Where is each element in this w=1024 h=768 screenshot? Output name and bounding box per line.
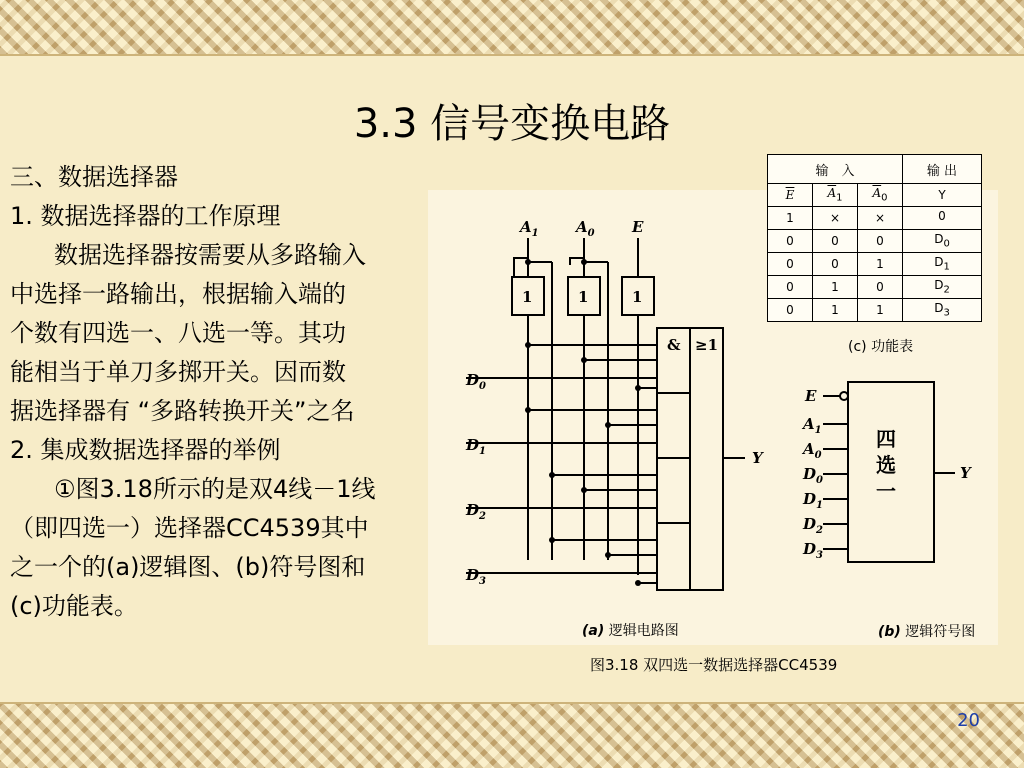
- para2-line: 之一个的(a)逻辑图、(b)符号图和: [10, 553, 366, 581]
- cell: 1: [768, 207, 813, 230]
- cell: 1: [858, 253, 903, 276]
- cell: 1: [813, 299, 858, 322]
- cell: 0: [813, 230, 858, 253]
- cell: ×: [813, 207, 858, 230]
- cell: $D_0$: [903, 230, 982, 253]
- cell: ×: [858, 207, 903, 230]
- caption-logic-diagram: (a) 逻辑电路图: [582, 623, 679, 639]
- label-d2: $D_2$: [466, 501, 486, 522]
- label-e: E: [632, 218, 644, 236]
- symbol-label-d2: $D_2$: [803, 515, 823, 536]
- caption-function-table: (c) 功能表: [848, 339, 914, 355]
- header-input: 输 入: [768, 155, 903, 184]
- symbol-box-label-3: 一: [876, 479, 896, 503]
- bottom-border-pattern: [0, 702, 1024, 768]
- page-number: 20: [957, 710, 980, 731]
- para1-line: 能相当于单刀多掷开关。因而数: [10, 358, 346, 386]
- col-y-header: Y: [903, 184, 982, 207]
- function-table: [767, 154, 982, 322]
- symbol-box-label-1: 四: [876, 427, 896, 451]
- caption-symbol-diagram: (b) 逻辑符号图: [878, 624, 976, 640]
- body-text: [10, 158, 430, 626]
- label-a0: $A_0$: [576, 218, 595, 239]
- symbol-label-d3: $D_3$: [803, 540, 823, 561]
- slide-title: 3.3 信号变换电路: [353, 101, 671, 147]
- symbol-label-d1: $D_1$: [803, 490, 823, 511]
- symbol-label-e: E: [805, 387, 817, 405]
- cell: 0: [858, 230, 903, 253]
- figure-caption: 图3.18 双四选一数据选择器CC4539: [590, 656, 838, 674]
- table-row: [768, 253, 982, 276]
- cell: $D_3$: [903, 299, 982, 322]
- para1-line: 数据选择器按需要从多路输入: [54, 241, 366, 269]
- cell: 0: [858, 276, 903, 299]
- symbol-label-y: Y: [960, 464, 971, 482]
- or-gate-label: ≥1: [695, 336, 719, 354]
- para1-line: 中选择一路输出，根据输入端的: [10, 280, 346, 308]
- cell: $D_1$: [903, 253, 982, 276]
- label-d1: $D_1$: [466, 436, 486, 457]
- label-y: Y: [752, 449, 763, 467]
- cell: 0: [768, 276, 813, 299]
- col-a0-header: $\overline{A}_0$: [858, 184, 903, 207]
- cell: 0: [768, 230, 813, 253]
- table-row: [768, 276, 982, 299]
- inverter-2-label: 1: [578, 288, 589, 306]
- and-gate-label: &: [667, 336, 681, 354]
- table-row: [768, 207, 982, 230]
- col-e-header: $\overline{E}$: [768, 184, 813, 207]
- symbol-label-a1: $A_1$: [803, 415, 822, 436]
- subheading-2: 2. 集成数据选择器的举例: [10, 436, 281, 464]
- para1-line: 据选择器有 “多路转换开关”之名: [10, 397, 355, 425]
- para2-line: ①图3.18所示的是双4线－1线: [54, 475, 376, 503]
- table-row: [768, 230, 982, 253]
- label-d3: $D_3$: [466, 566, 486, 587]
- symbol-box-label-2: 选: [876, 453, 896, 477]
- cell: 0: [768, 299, 813, 322]
- cell: 0: [903, 207, 982, 230]
- cell: 1: [858, 299, 903, 322]
- para2-line: （即四选一）选择器CC4539其中: [10, 514, 369, 542]
- label-d0: $D_0$: [466, 371, 486, 392]
- table-row: [768, 299, 982, 322]
- symbol-label-a0: $A_0$: [803, 440, 822, 461]
- para1-line: 个数有四选一、八选一等。其功: [10, 319, 346, 347]
- cell: 0: [768, 253, 813, 276]
- cell: $D_2$: [903, 276, 982, 299]
- header-output: 输 出: [903, 155, 982, 184]
- cell: 1: [813, 276, 858, 299]
- section-heading: 三、数据选择器: [10, 163, 178, 191]
- top-border-pattern: [0, 0, 1024, 56]
- subheading-1: 1. 数据选择器的工作原理: [10, 202, 281, 230]
- label-a1: $A_1$: [520, 218, 539, 239]
- symbol-label-d0: $D_0$: [803, 465, 823, 486]
- cell: 0: [813, 253, 858, 276]
- inverter-3-label: 1: [632, 288, 643, 306]
- col-a1-header: $\overline{A}_1$: [813, 184, 858, 207]
- para2-line: (c)功能表。: [10, 592, 138, 620]
- inverter-1-label: 1: [522, 288, 533, 306]
